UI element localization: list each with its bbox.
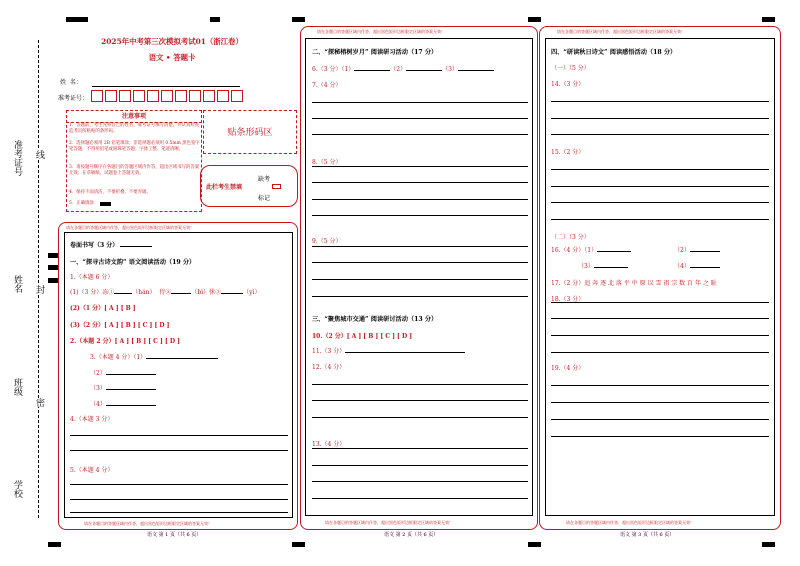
page3-footer: 语文 第 3 页（共 6 页）	[620, 532, 675, 538]
answer-line[interactable]	[551, 318, 769, 319]
position-mark	[528, 17, 541, 22]
answer-line[interactable]	[70, 499, 288, 500]
page2-bottom-warning: 请在各题目的答题区域内作答，超出黑色矩形边框限定区域的答案无效！	[325, 520, 453, 525]
exam-id-cell[interactable]	[119, 90, 131, 102]
answer-line[interactable]	[551, 402, 769, 403]
answer-line[interactable]	[312, 279, 528, 280]
q11: 11.（3 分）	[312, 346, 465, 355]
page-subtitle: 语文 • 答题卡	[148, 53, 196, 62]
answer-line[interactable]	[551, 436, 769, 437]
answer-line[interactable]	[312, 134, 528, 135]
q2[interactable]: 2.（本题 2 分）[ A ] [ B ] [ C ] [ D ]	[70, 338, 181, 345]
answer-line[interactable]	[551, 101, 769, 102]
answer-line[interactable]	[312, 215, 528, 216]
exam-id-cell[interactable]	[105, 90, 117, 102]
q1-label: 1.（本题 6 分）	[70, 274, 114, 281]
q5-label: 5.（本题 4 分）	[70, 467, 114, 474]
answer-line[interactable]	[70, 484, 288, 485]
answer-line[interactable]	[551, 219, 769, 220]
position-mark	[762, 542, 775, 547]
position-mark	[292, 542, 305, 547]
part2-label: （二）（3 分）	[551, 234, 590, 241]
absent-right-top: 缺考	[258, 176, 271, 183]
page3-top-warning: 请在各题目的答题区域内作答，超出黑色矩形边框限定区域的答案无效！	[557, 29, 685, 34]
name-label: 姓 名：	[60, 79, 82, 86]
absent-label: 此栏考生禁填	[206, 184, 243, 191]
note-item-3: 3．请按题号顺序在各题目的答题区域内作答，超出区域书写的答案无效；在草稿纸、试题卷上答题无效。	[69, 165, 200, 177]
answer-line[interactable]	[312, 199, 528, 200]
exam-id-cell[interactable]	[161, 90, 173, 102]
q13-label: 13.（4 分）	[312, 441, 346, 448]
exam-id-label: 准考证号：	[58, 95, 89, 102]
answer-line[interactable]	[551, 118, 769, 119]
position-mark	[762, 17, 775, 22]
q3-4: （4）	[90, 399, 156, 408]
q16-2: （2）	[674, 245, 720, 254]
q12-label: 12.（4 分）	[312, 364, 346, 371]
q4-label: 4.（本题 3 分）	[70, 416, 114, 423]
answer-line[interactable]	[312, 246, 528, 247]
seal-line: 线	[34, 150, 44, 159]
q15-label: 15.（2 分）	[551, 149, 585, 156]
section2-title: 二、“探秘榕树岁月” 阅读研习活动（17 分）	[312, 49, 438, 56]
notes-title: 注意事项	[66, 111, 202, 123]
answer-line[interactable]	[551, 302, 769, 303]
answer-line[interactable]	[312, 296, 528, 297]
exam-id-cell[interactable]	[175, 90, 187, 102]
position-mark	[528, 542, 541, 547]
q16-3: （3）	[578, 261, 628, 270]
seal-school: 学校	[12, 480, 22, 498]
answer-line[interactable]	[551, 419, 769, 420]
absent-right-bottom: 标记	[258, 195, 271, 202]
q7-label: 7.（4 分）	[312, 82, 342, 89]
page1-footer: 语文 第 1 页（共 6 页）	[147, 532, 202, 538]
answer-line[interactable]	[312, 498, 528, 499]
q3-1: 3.（本题 4 分）（1）	[90, 352, 218, 361]
q17[interactable]: 17.（2 分）追 奔 逐 北 落 平 中 原 以 雪 祖 宗 数 百 年 之 耻	[551, 280, 717, 287]
handwriting-score: 卷面书写（3 分）	[70, 240, 152, 249]
exam-id-cell[interactable]	[189, 90, 201, 102]
position-mark	[292, 17, 305, 22]
answer-line[interactable]	[312, 384, 528, 385]
exam-id-cell[interactable]	[133, 90, 145, 102]
answer-line[interactable]	[312, 417, 528, 418]
name-field[interactable]	[92, 86, 240, 87]
answer-line[interactable]	[312, 262, 528, 263]
exam-id-cell[interactable]	[217, 90, 229, 102]
exam-id-cells[interactable]	[91, 90, 251, 104]
q18-label: 18.（3 分）	[551, 296, 585, 303]
seal-class: 班级	[12, 378, 22, 396]
seal-secret: 密	[34, 398, 44, 407]
page3-inner-frame	[545, 38, 775, 516]
q16-1: 16.（4 分）（1）	[551, 245, 631, 254]
note-item-5: 5．正确填涂	[69, 201, 94, 206]
q16-4: （4）	[674, 261, 720, 270]
answer-line[interactable]	[312, 118, 528, 119]
answer-line[interactable]	[551, 186, 769, 187]
answer-line[interactable]	[551, 385, 769, 386]
q1-1: (1)（3 分）冻① （hán） 侍② （bì）怵③ （yì）	[70, 289, 261, 296]
answer-line[interactable]	[551, 134, 769, 135]
note-item-2: 2．选择题必须用 2B 铅笔填涂；非选择题必须用 0.5mm 黑色签字笔答题，不得用铅笔或圆珠笔答题；字体工整、笔迹清晰。	[69, 141, 200, 153]
page3-bottom-warning: 请在各题目的答题区域内作答，超出黑色矩形边框限定区域的答案无效！	[566, 520, 694, 525]
q3-3: （3）	[90, 383, 156, 392]
page-title: 2025年中考第三次模拟考试01（浙江卷）	[101, 37, 243, 46]
barcode-label: 贴条形码区	[227, 128, 273, 138]
seal-seal: 封	[34, 285, 44, 294]
exam-id-cell[interactable]	[147, 90, 159, 102]
q6: 6.（3 分）（1） （2） （3）	[312, 64, 494, 73]
section3-title: 三、“聚焦城市交通” 阅读研讨活动（13 分）	[312, 316, 438, 323]
correct-fill-sample	[100, 202, 111, 206]
answer-line[interactable]	[70, 450, 288, 451]
exam-id-cell[interactable]	[91, 90, 103, 102]
position-mark	[48, 542, 61, 547]
answer-line[interactable]	[312, 448, 528, 449]
answer-line[interactable]	[312, 166, 528, 167]
answer-line[interactable]	[551, 352, 769, 353]
absent-checkbox[interactable]	[272, 184, 281, 189]
page2-footer: 语文 第 2 页（共 6 页）	[384, 532, 439, 538]
page2-top-warning: 请在各题目的答题区域内作答，超出黑色矩形边框限定区域的答案无效！	[317, 29, 445, 34]
answer-line[interactable]	[70, 435, 288, 436]
section1-title: 一、“探寻古诗文韵” 语文阅读活动（19 分）	[70, 259, 196, 266]
note-item-4: 4．保持卡面清洁，不要折叠、不要弄破。	[69, 190, 151, 195]
exam-id-cell[interactable]	[203, 90, 215, 102]
answer-line[interactable]	[312, 465, 528, 466]
note-item-1: 1．答题前，考生先将自己的姓名，准考证号填写清楚，并认真检查监考员所粘贴的条形码。	[69, 123, 200, 135]
q1-2[interactable]: (2)（1 分）[ A ] [ B ]	[70, 305, 136, 312]
answer-line[interactable]	[551, 169, 769, 170]
answer-line[interactable]	[70, 512, 288, 513]
q1-3[interactable]: (3)（2 分）[ A ] [ B ] [ C ] [ D ]	[70, 322, 170, 329]
section4-title: 四、“研读秋日诗文” 阅读感悟活动（18 分）	[551, 49, 677, 56]
position-mark	[210, 17, 220, 22]
q9-label: 9.（5 分）	[312, 238, 342, 245]
exam-id-cell[interactable]	[231, 90, 243, 102]
position-mark	[66, 17, 88, 22]
answer-line[interactable]	[312, 102, 528, 103]
q19-label: 19.（4 分）	[551, 365, 585, 372]
page1-bottom-warning: 请在各题目的答题区域内作答，超出黑色矩形边框限定区域的答案无效！	[84, 521, 212, 526]
q3-2: （2）	[90, 368, 156, 377]
q8-label: 8.（5 分）	[312, 159, 342, 166]
answer-line[interactable]	[312, 400, 528, 401]
q10[interactable]: 10.（2 分）[ A ] [ B ] [ C ] [ D ]	[312, 333, 413, 340]
seal-name: 姓名	[12, 275, 22, 293]
answer-line[interactable]	[312, 481, 528, 482]
answer-line[interactable]	[551, 202, 769, 203]
page1-top-warning: 请在各题目的答题区域内作答，超出黑色矩形边框限定区域的答案无效！	[66, 225, 194, 230]
answer-line[interactable]	[551, 335, 769, 336]
seal-dashed-line	[38, 40, 39, 518]
part1-label: （一）（5 分）	[551, 65, 590, 72]
q14-label: 14.（3 分）	[551, 81, 585, 88]
answer-line[interactable]	[312, 182, 528, 183]
seal-exam-id: 准考证号	[12, 140, 22, 176]
